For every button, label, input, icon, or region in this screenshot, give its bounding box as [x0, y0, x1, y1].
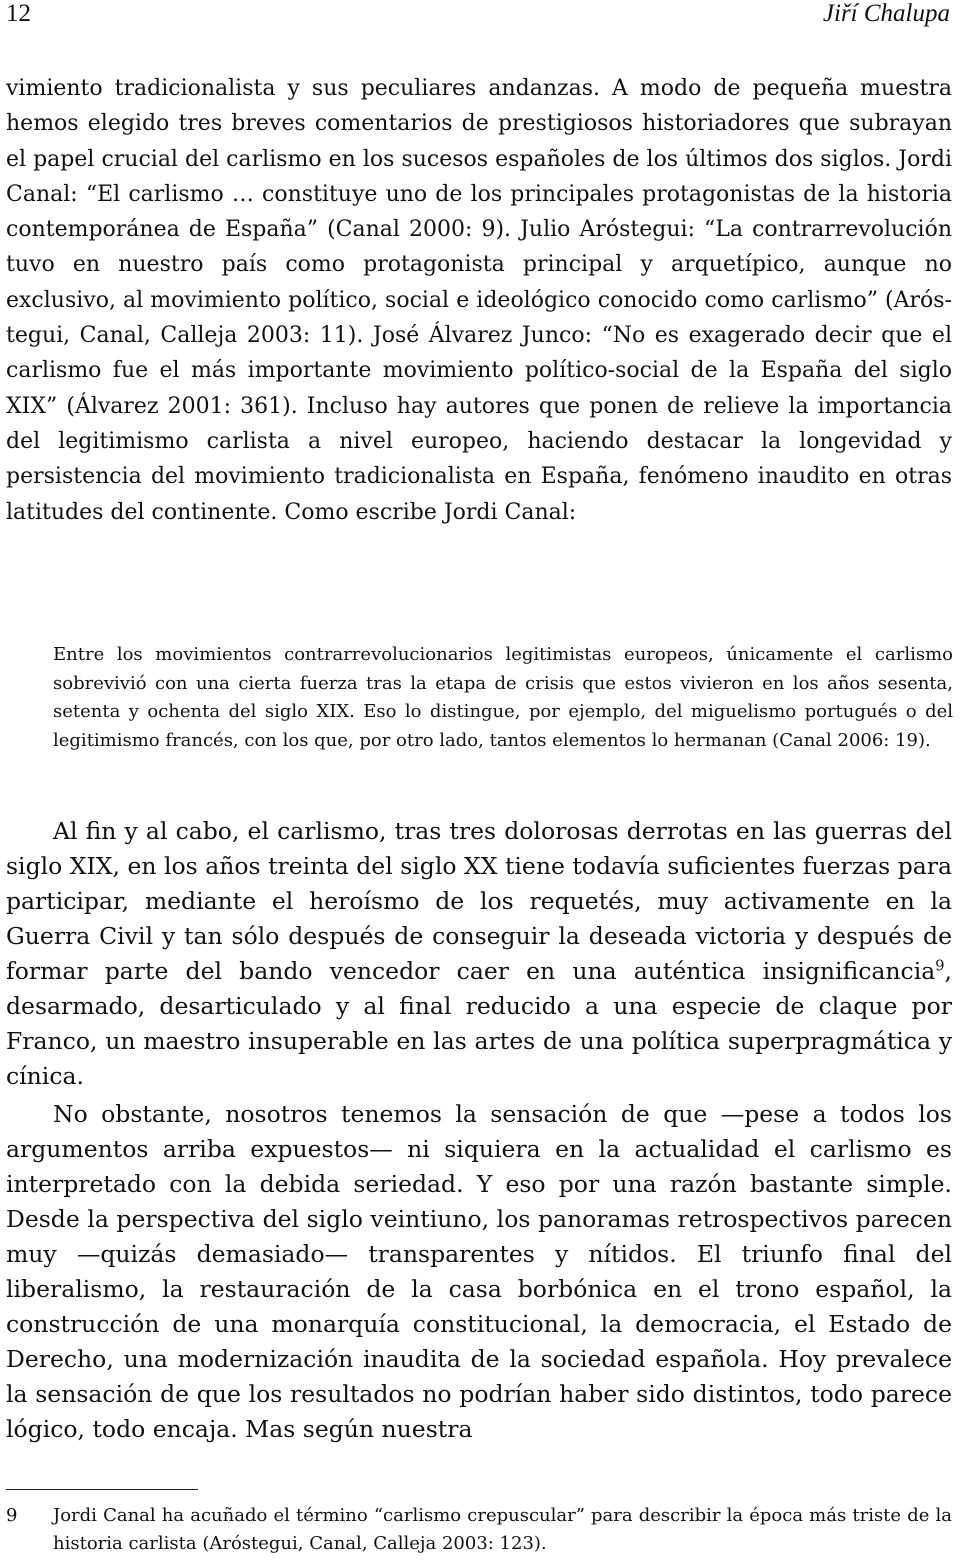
body-paragraph — [6, 814, 952, 1094]
footnote-divider — [6, 1489, 198, 1490]
running-head-author: Jiří Chalupa — [822, 0, 950, 27]
paragraph-text: Al fin y al cabo, el carlismo, tras tres dolorosas derrotas en las guerras del siglo XIX, en los años treinta del siglo XX tiene todavía suficientes fuerzas para participar, mediante el heroísmo de los requetés, muy activamente en la Guerra Civil y tan sólo después de conseguir la deseada victoria y después de formar parte del bando vencedor caer en una auténtica insignificancia — [6, 817, 952, 985]
footnote — [6, 1502, 952, 1558]
body-paragraph: No obstante, nosotros tenemos la sensación de que —pese a todos los argumentos arriba expuestos— ni siquiera en la actualidad el carlismo es interpretado con la debida seriedad. Y eso por una razón bastante simple. Desde la perspectiva del siglo veintiuno, los panoramas retrospectivos parecen muy —quizás demasiado— transparentes y nítidos. El triunfo final del liberalismo, la restauración de la casa borbónica en el trono español, la construcción de una monarquía constitucional, la democracia, el Estado de Derecho, una modernización inaudita de la sociedad española. Hoy prevalece la sensación de que los resultados no podrían haber sido distintos, todo parece lógico, todo encaja. Mas según nuestra — [6, 1100, 952, 1443]
page-header — [6, 0, 950, 30]
footnote-number: 9 — [6, 1505, 18, 1526]
page-number: 12 — [6, 0, 31, 27]
paragraph-text: , desarmado, desarticulado y al final reducido a una especie de claque por Franco, un maestro insuperable en las artes de una política superpragmática y cínica. — [6, 957, 952, 1090]
body-paragraph: vimiento tradicionalista y sus peculiares andanzas. A modo de pequeña muestra hemos elegido tres breves comentarios de prestigiosos historiadores que subrayan el papel crucial del carlismo en los sucesos españoles de los últimos dos siglos. Jordi Canal: “El carlismo … constituye uno de los principales protagonistas de la historia contemporánea de España” (Canal 2000: 9). Julio Aróstegui: “La contrarrevolución tuvo en nuestro país como protagonista principal y arquetípico, aunque no exclusivo, al movimiento político, social e ideológico conocido como carlismo” (Aróstegui, Canal, Calleja 2003: 11). José Álvarez Junco: “No es exagerado decir que el carlismo fue el más importante movimiento político-social de la España del siglo XIX” (Álvarez 2001: 361). Incluso hay autores que ponen de relieve la importancia del legitimismo carlista a nivel europeo, haciendo destacar la longevidad y persistencia del movimiento tradicionalista en España, fenómeno inaudito en otras latitudes del continente. Como escribe Jordi Canal: — [6, 76, 952, 525]
block-quote: Entre los movimientos contrarrevolucionarios legitimistas europeos, únicamente el carlismo sobrevivió con una cierta fuerza tras la etapa de crisis que estos vivieron en los años sesenta, setenta y ochenta del siglo XIX. Eso lo distingue, por ejemplo, del miguelismo portugués o del legitimismo francés, con los que, por otro lado, tantos elementos lo hermanan (Canal 2006: 19). — [53, 644, 953, 751]
footnote-text: Jordi Canal ha acuñado el término “carlismo crepuscular” para describir la época más triste de la historia carlista (Aróstegui, Canal, Calleja 2003: 123). — [53, 1505, 952, 1554]
footnote-reference: 9 — [935, 957, 945, 975]
